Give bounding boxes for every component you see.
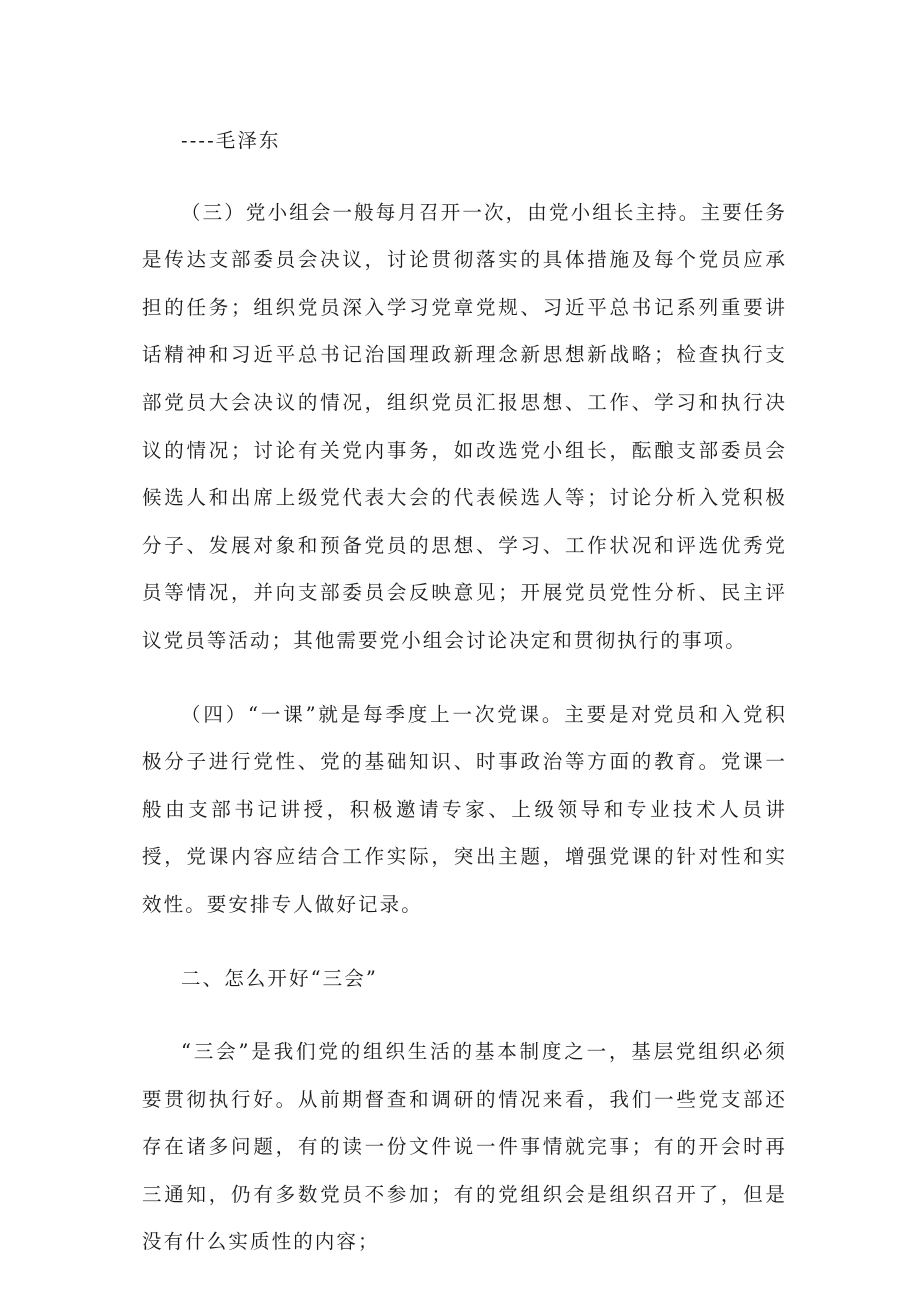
paragraph-party-lesson: （四）“一课”就是每季度上一次党课。主要是对党员和入党积极分子进行党性、党的基础知识、时事政治等方面的教育。党课一般由支部书记讲授，积极邀请专家、上级领导和专业技术人员讲授，党课内容应结合工作实际，突出主题，增强党课的针对性和实效性。要安排专人做好记录。 [142,702,787,916]
quote-attribution: ----毛泽东 [181,129,281,152]
document-body [142,117,787,1266]
paragraph-party-group-meeting: （三）党小组会一般每月召开一次，由党小组长主持。主要任务是传达支部委员会决议，讨论贯彻落实的具体措施及每个党员应承担的任务；组织党员深入学习党章党规、习近平总书记系列重要讲话精神和习近平总书记治国理政新理念新思想新战略；检查执行支部党员大会决议的情况，组织党员汇报思想、工作、学习和执行决议的情况；讨论有关党内事务，如改选党小组长，酝酿支部委员会候选人和出席上级党代表大会的代表候选人等；讨论分析入党积极分子、发展对象和预备党员的思想、学习、工作状况和评选优秀党员等情况，并向支部委员会反映意见；开展党员党性分析、民主评议党员等活动；其他需要党小组会讨论决定和贯彻执行的事项。 [142,200,787,652]
paragraph-three-meetings: “三会”是我们党的组织生活的基本制度之一，基层党组织必须要贯彻执行好。从前期督查和调研的情况来看，我们一些党支部还存在诸多问题，有的读一份文件说一件事情就完事；有的开会时再三通知，仍有多数党员不参加；有的党组织会是组织召开了，但是没有什么实质性的内容； [142,1040,787,1254]
section-heading: 二、怎么开好“三会” [181,966,378,990]
